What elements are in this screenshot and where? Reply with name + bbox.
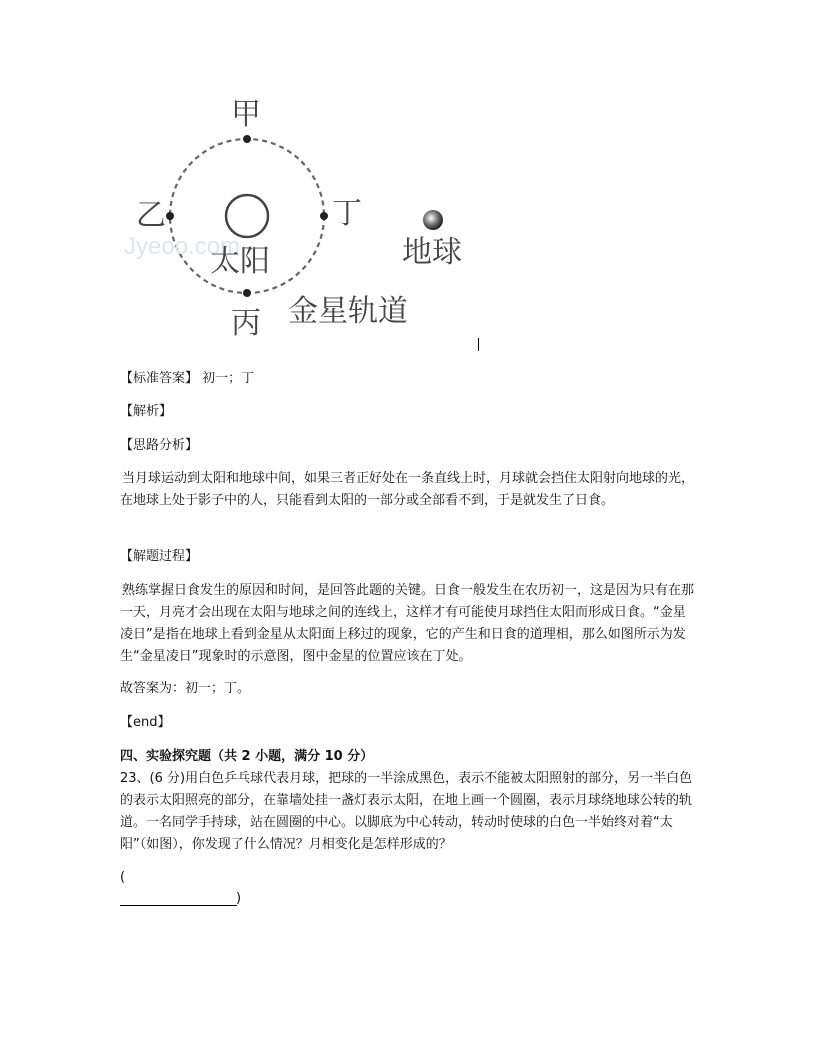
- thinking-heading: 【思路分析】: [120, 438, 199, 453]
- label-sun: 太阳: [210, 244, 270, 279]
- answer-close-paren: ): [236, 891, 242, 906]
- final-answer: 故答案为：初一；丁。: [120, 681, 251, 696]
- answer-blank[interactable]: [120, 905, 237, 906]
- position-jia-dot: [243, 135, 251, 143]
- process-heading: 【解题过程】: [120, 549, 199, 564]
- watermark: Jyeoo.com: [124, 233, 241, 260]
- question-23: 23、(6 分)用白色乒乓球代表月球，把球的一半涂成黑色，表示不能被太阳照射的部分，另一半白色的表示太阳照亮的部分，在靠墙处挂一盏灯表示太阳，在地上画一个圆圈，表示月球绕地球公转的轨道。一名同学手持球，站在圆圈的中心。以脚底为中心转动，转动时使球的白色一半始终对着“太阳”（如图），你发现了什么情况？月相变化是怎样形成的？: [120, 771, 693, 852]
- process-text: 熟练掌握日食发生的原因和时间，是回答此题的关键。日食一般发生在农历初一，这是因为只有在那一天，月亮才会出现在太阳与地球之间的连线上，这样才有可能使月球挡住太阳而形成日食。“金星凌日”是指在地球上看到金星从太阳面上移过的现象，它的产生和日食的道理相，那么如图所示为发生“金星凌日”现象时的示意图，图中金星的位置应该在丁处。: [120, 583, 695, 664]
- label-jia: 甲: [231, 97, 261, 132]
- end-marker: 【end】: [120, 715, 171, 730]
- label-orbit: 金星轨道: [288, 294, 408, 329]
- standard-answer: 【标准答案】 初一；丁: [120, 371, 255, 386]
- position-bing-dot: [243, 289, 251, 297]
- sun-symbol: [226, 195, 268, 237]
- label-ding: 丁: [332, 196, 362, 231]
- thinking-text: 当月球运动到太阳和地球中间，如果三者正好处在一条直线上时，月球就会挡住太阳射向地球的光，在地球上处于影子中的人，只能看到太阳的一部分或全部看不到，于是就发生了日食。: [120, 471, 695, 508]
- answer-open-paren: (: [120, 870, 126, 885]
- analysis-heading: 【解析】: [120, 404, 173, 419]
- section-title: 四、实验探究题（共 2 小题，满分 10 分）: [120, 749, 374, 764]
- position-ding-dot: [320, 212, 328, 220]
- label-bing: 丙: [231, 306, 261, 341]
- text-cursor: [478, 338, 479, 351]
- label-yi: 乙: [136, 198, 166, 233]
- venus-transit-diagram: [120, 95, 500, 355]
- position-yi-dot: [166, 212, 174, 220]
- label-earth: 地球: [402, 235, 462, 270]
- earth-symbol: [423, 210, 443, 230]
